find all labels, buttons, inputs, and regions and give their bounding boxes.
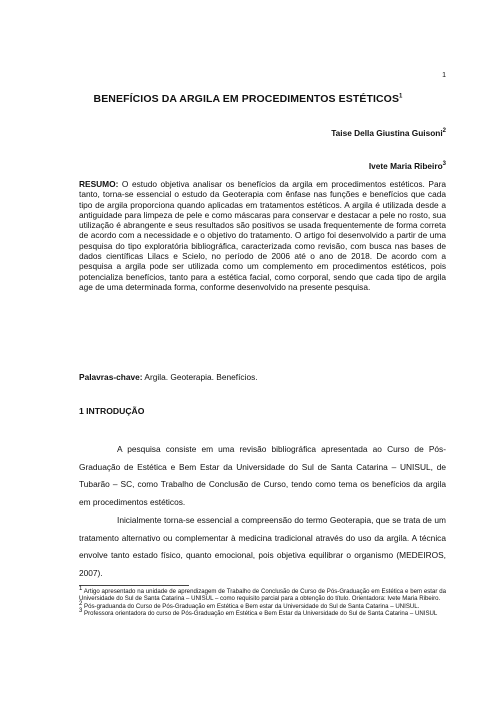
keywords-text: Argila. Geoterapia. Benefícios. <box>142 372 258 382</box>
paper-title <box>40 93 456 105</box>
footnote-divider <box>79 585 189 586</box>
abstract-label: RESUMO: <box>79 179 119 189</box>
page-number: 1 <box>442 72 446 79</box>
footnote-3 <box>79 610 446 617</box>
footnote-2-mark: 2 <box>79 600 83 607</box>
author-1 <box>331 128 446 138</box>
author-2 <box>369 161 446 171</box>
title-footnote-mark: 1 <box>399 93 403 100</box>
author-1-footnote-mark: 2 <box>442 128 446 135</box>
footnote-1 <box>79 585 446 603</box>
title-text: BENEFÍCIOS DA ARGILA EM PROCEDIMENTOS ESTÉTICOS <box>93 93 400 105</box>
footnotes <box>79 585 446 618</box>
footnote-1-mark: 1 <box>79 585 83 592</box>
keywords <box>79 372 446 382</box>
author-2-footnote-mark: 3 <box>442 161 446 168</box>
author-2-name: Ivete Maria Ribeiro <box>368 161 443 171</box>
footnote-3-mark: 3 <box>79 608 83 615</box>
keywords-label: Palavras-chave: <box>79 372 143 382</box>
abstract-text: O estudo objetiva analisar os benefícios da argila em procedimentos estéticos. Para tanto, torna-se essencial o estudo da Geoterapia com ênfase nas funções e benefícios que cada tipo de argila proporciona quando aplicadas em tratamentos estéticos. A argila é utilizada desde a antiguidade para limpeza de pele e como máscaras para conservar e destacar a pele no rosto, sua utilização é abrangente e seus resultados são positivos se usada frequentemente de forma correta de acordo com a necessidade e o objetivo do tratamento. O artigo foi desenvolvido a partir de uma pesquisa do tipo exploratória bibliográfica, caracterizada como revisão, com busca nas bases de dados científicas Lilacs e Scielo, no período de 2006 até o ano de 2018. De acordo com a pesquisa a argila pode ser utilizada como um complemento em procedimentos estéticos, pois potencializa benefícios, tanto para a estética facial, como corporal, sendo que cada tipo de argila age de uma determinada forma, conforme desenvolvido na presente pesquisa. <box>79 179 446 292</box>
footnote-3-text: Professora orientadora do curso de Pós-Graduação em Estética e Bem Estar da Universidade do Sul de Santa Catarina – UNISUL <box>82 610 438 618</box>
footnote-1-text: Artigo apresentado na unidade de aprendizagem de Trabalho de Conclusão de Curso de Pós-Graduação em Estética e bem estar da Universidade do Sul de Santa Catarina – UNISUL – como requisito parcial para a obtenção do título. Orientadora: Ivete Maria Ribeiro. <box>79 588 446 603</box>
author-1-name: Taise Della Giustina Guisoni <box>331 128 443 138</box>
section-heading: 1 INTRODUÇÃO <box>79 406 145 416</box>
footnote-2-text: Pós-graduanda do Curso de Pós-Graduação em Estética e Bem estar da Universidade do Sul de Santa Catarina – UNISUL. <box>82 602 420 610</box>
abstract <box>79 179 446 292</box>
paragraph-1: A pesquisa consiste em uma revisão bibliográfica apresentada ao Curso de Pós-Graduação de Estética e Bem Estar da Universidade do Sul de Santa Catarina – UNISUL, de Tubarão – SC, como Trabalho de Conclusão de Curso, tendo como tema os benefícios da argila em procedimentos estéticos. <box>79 444 446 507</box>
paragraph-2: Inicialmente torna-se essencial a compreensão do termo Geoterapia, que se trata de um tratamento alternativo ou complementar à medicina tradicional através do uso da argila. A técnica envolve tanto estado físico, quanto emocional, pois objetiva equilibrar o organismo (MEDEIROS, 2007). <box>79 515 446 578</box>
